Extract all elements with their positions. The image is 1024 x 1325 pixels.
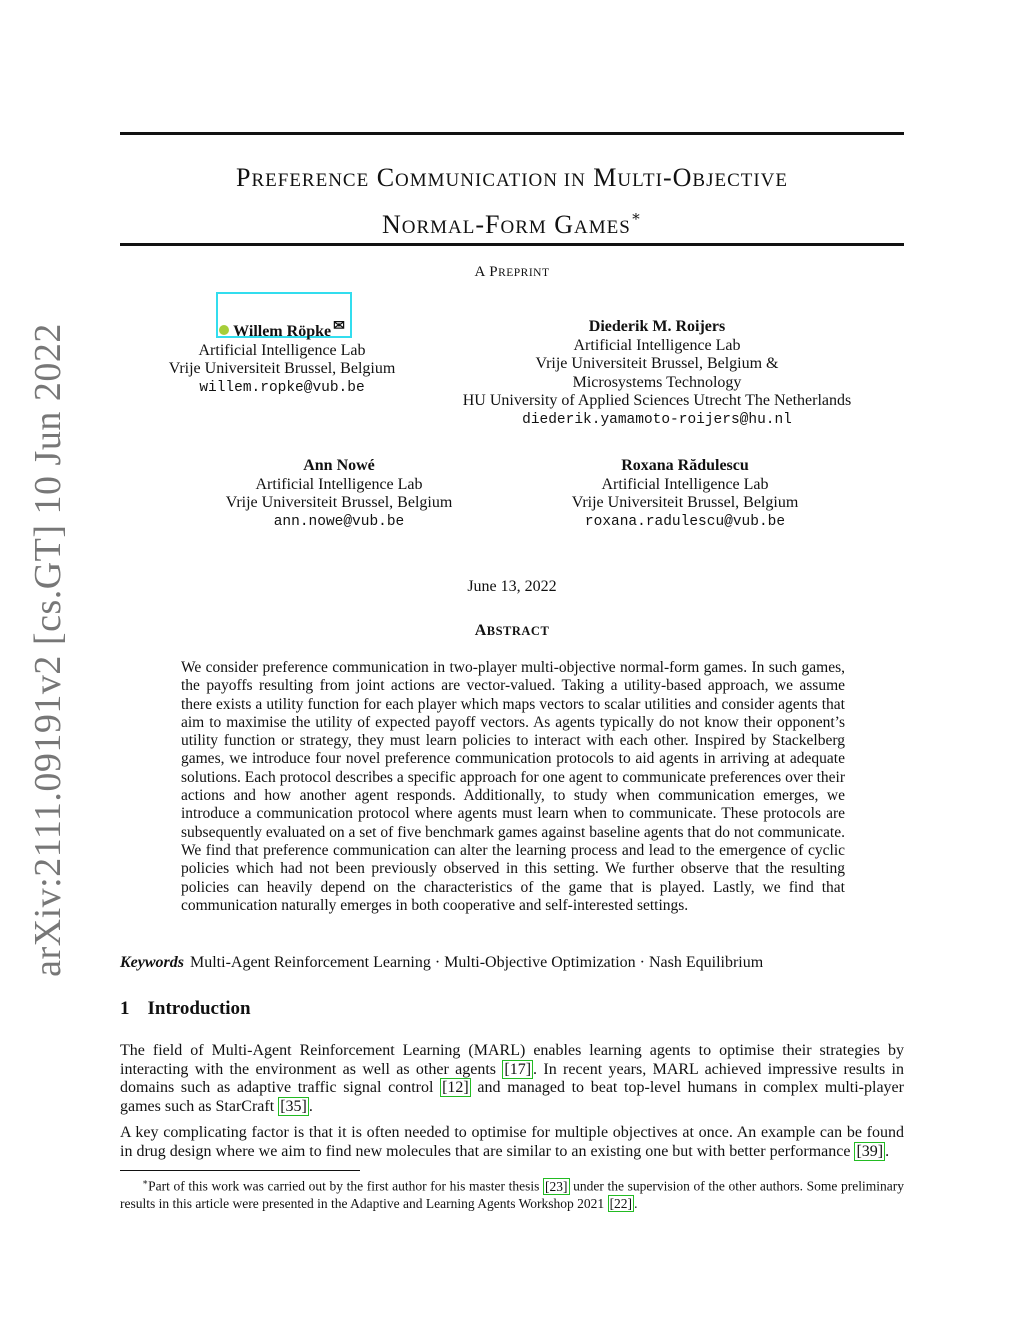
author-name: Ann Nowé: [303, 457, 375, 474]
affiliation-line: Artificial Intelligence Lab: [573, 336, 741, 354]
orcid-icon[interactable]: [219, 325, 229, 335]
author-block-radulescu: [546, 457, 824, 531]
keywords-list: Multi-Agent Reinforcement Learning · Multi-Objective Optimization · Nash Equilibrium: [190, 954, 764, 971]
author-email[interactable]: roxana.radulescu@vub.be: [584, 513, 786, 530]
affiliation-line: Artificial Intelligence Lab: [601, 475, 769, 493]
affiliation-line: Artificial Intelligence Lab: [198, 341, 366, 359]
abstract-text: We consider preference communication in two-player multi-objective normal-form games. In such games, the payoffs resulting from joint actions are vector-valued. Taking a utility-based approach, we assume there exists a utility function for each player which maps vectors to scalar utilities and consider agents that aim to maximise the utility of expected payoff vectors. As agents typically do not know their opponent’s utility function or strategy, they must learn policies to interact with each other. Inspired by Stackelberg games, we introduce four novel preference communication protocols to aid agents in arriving at adequate solutions. Each protocol describes a specific approach for one agent to communicate preferences over their actions and how another agent responds. Additionally, to study when communication emerges, we introduce a communication protocol where agents must learn when to communicate. These protocols are subsequently evaluated on a set of five benchmark games against baseline agents that do not communicate. We find that preference communication can alter the learning process and lead to the emergence of cyclic policies which had not been previously observed in this setting. We further observe that the resulting policies can heavily depend on the characteristics of the game that is played. Lastly, we find that communication naturally emerges in both cooperative and self-interested settings.: [181, 659, 845, 914]
author-email[interactable]: willem.ropke@vub.be: [199, 379, 365, 396]
arxiv-stamp: [27, 323, 70, 977]
affiliation-line: Vrije Universiteit Brussel, Belgium: [168, 360, 396, 377]
footnote: ∗Part of this work was carried out by the first author for his master thesis [23] under the supervision of the other authors. Some preliminary results in this article were presented in the Adaptive and Learning Agents Workshop 2021 [22] .: [120, 1177, 904, 1211]
author-block-roijers: [440, 318, 874, 429]
citation-link[interactable]: [12]: [442, 1079, 469, 1096]
keywords-label: Keywords: [120, 954, 184, 971]
title-line-2: NORMAL-FORM GAMES∗: [381, 209, 643, 239]
author-block-ropke: [152, 318, 412, 397]
keywords: [120, 954, 763, 972]
section-heading: [120, 998, 251, 1020]
citation-link[interactable]: [17]: [504, 1060, 532, 1078]
paper-date: June 13, 2022: [467, 578, 557, 595]
footnote-mark: ∗: [142, 1177, 149, 1187]
citation-link[interactable]: [39]: [856, 1142, 884, 1160]
title-line-1: PREFERENCE COMMUNICATION IN MULTI-OBJECTIVE: [236, 163, 788, 192]
envelope-icon[interactable]: ✉: [333, 319, 345, 334]
title-footnote-mark: ∗: [630, 209, 643, 225]
author-name: Diederik M. Roijers: [588, 318, 726, 335]
affiliation-line: Vrije Universiteit Brussel, Belgium: [225, 494, 453, 511]
preprint-label: A PREPRINT: [474, 264, 550, 280]
affiliation-line: HU University of Applied Sciences Utrecht The Netherlands: [462, 392, 852, 409]
citation-link[interactable]: [23]: [545, 1178, 568, 1194]
affiliation-line: Vrije Universiteit Brussel, Belgium &: [535, 355, 779, 372]
paper-title: [120, 160, 904, 246]
author-name: Willem Röpke: [233, 323, 332, 340]
author-email[interactable]: diederik.yamamoto-roijers@hu.nl: [522, 411, 792, 428]
author-name: Roxana Rădulescu: [621, 457, 749, 474]
abstract-heading: ABSTRACT: [474, 622, 550, 639]
intro-paragraph-1: The field of Multi-Agent Reinforcement Learning (MARL) enables learning agents to optimise their strategies by interacting with the environment as well as other agents [17] . In recent years, MARL achieved impressive results in domains such as adaptive traffic signal control [12] and managed to beat top-level humans in complex multi-player games such as StarCraft [35] .: [120, 1042, 905, 1115]
affiliation-line: Vrije Universiteit Brussel, Belgium: [571, 494, 799, 511]
affiliation-line: Artificial Intelligence Lab: [255, 475, 423, 493]
author-email[interactable]: ann.nowe@vub.be: [273, 513, 405, 530]
arxiv-stamp-text: arXiv:2111.09191v2 [cs.GT] 10 Jun 2022: [27, 323, 70, 977]
citation-link[interactable]: [22]: [609, 1196, 633, 1211]
section-number: 1: [120, 998, 130, 1019]
intro-paragraph-2: A key complicating factor is that it is often needed to optimise for multiple objectives at once. An example can be found in drug design where we aim to find new molecules that are similar to an existing one but with better performance [39] .: [120, 1124, 904, 1160]
citation-link[interactable]: [35]: [280, 1097, 307, 1115]
author-block-nowe: [200, 457, 478, 531]
affiliation-line: Microsystems Technology: [572, 373, 742, 391]
bottom-rule: [120, 243, 904, 246]
section-title: Introduction: [147, 998, 251, 1019]
top-rule: [120, 132, 904, 135]
footnote-rule: [120, 1170, 360, 1171]
